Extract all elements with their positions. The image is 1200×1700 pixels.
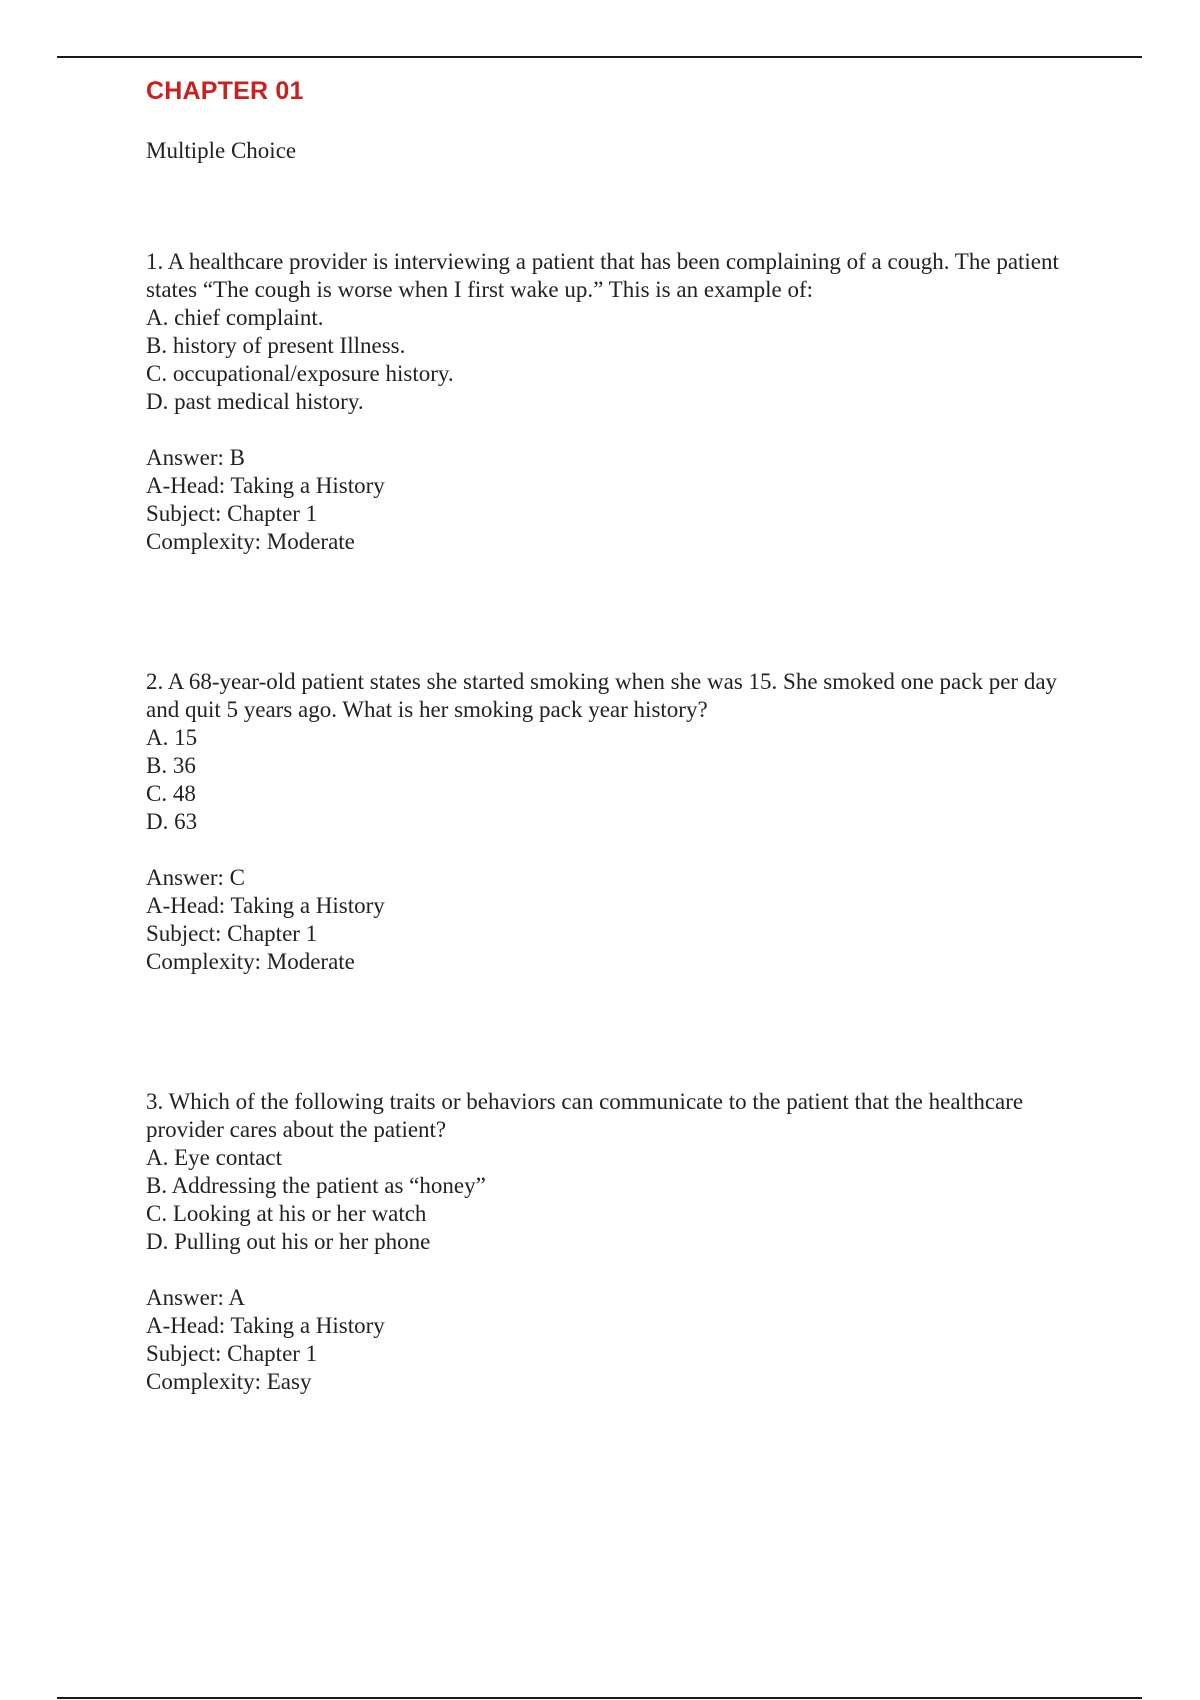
ahead-line: A-Head: Taking a History — [146, 473, 385, 498]
option-a: A. chief complaint. — [146, 305, 324, 330]
subject-line: Subject: Chapter 1 — [146, 921, 318, 946]
top-rule — [57, 56, 1142, 58]
bottom-rule — [57, 1697, 1142, 1699]
question-meta — [146, 1284, 1076, 1396]
option-c: C. Looking at his or her watch — [146, 1201, 427, 1226]
option-d: D. past medical history. — [146, 389, 364, 414]
document-content — [146, 70, 1076, 1396]
section-label: Multiple Choice — [146, 138, 297, 163]
question-meta — [146, 864, 1076, 976]
option-b: B. 36 — [146, 753, 196, 778]
option-a: A. 15 — [146, 725, 198, 750]
option-c: C. occupational/exposure history. — [146, 361, 454, 386]
question-stem: 2. A 68-year-old patient states she started smoking when she was 15. She smoked one pack per day and quit 5 years ago. What is her smoking pack year history? — [146, 669, 1058, 722]
complexity-line: Complexity: Easy — [146, 1369, 312, 1394]
question-2 — [146, 668, 1076, 976]
ahead-line: A-Head: Taking a History — [146, 893, 385, 918]
answer-line: Answer: C — [146, 865, 246, 890]
question-stem: 1. A healthcare provider is interviewing a patient that has been complaining of a cough. The patient states “The cough is worse when I first wake up.” This is an example of: — [146, 249, 1059, 302]
question-stem: 3. Which of the following traits or behaviors can communicate to the patient that the healthcare provider cares about the patient? — [146, 1089, 1024, 1142]
complexity-line: Complexity: Moderate — [146, 949, 355, 974]
answer-line: Answer: A — [146, 1285, 246, 1310]
option-d: D. Pulling out his or her phone — [146, 1229, 431, 1254]
answer-line: Answer: B — [146, 445, 246, 470]
option-a: A. Eye contact — [146, 1145, 283, 1170]
question-3 — [146, 1088, 1076, 1396]
option-b: B. Addressing the patient as “honey” — [146, 1173, 486, 1198]
option-c: C. 48 — [146, 781, 196, 806]
option-b: B. history of present Illness. — [146, 333, 406, 358]
subject-line: Subject: Chapter 1 — [146, 1341, 318, 1366]
ahead-line: A-Head: Taking a History — [146, 1313, 385, 1338]
chapter-title: CHAPTER 01 — [146, 77, 304, 105]
option-d: D. 63 — [146, 809, 198, 834]
question-meta — [146, 444, 1076, 556]
question-1 — [146, 248, 1076, 556]
subject-line: Subject: Chapter 1 — [146, 501, 318, 526]
complexity-line: Complexity: Moderate — [146, 529, 355, 554]
